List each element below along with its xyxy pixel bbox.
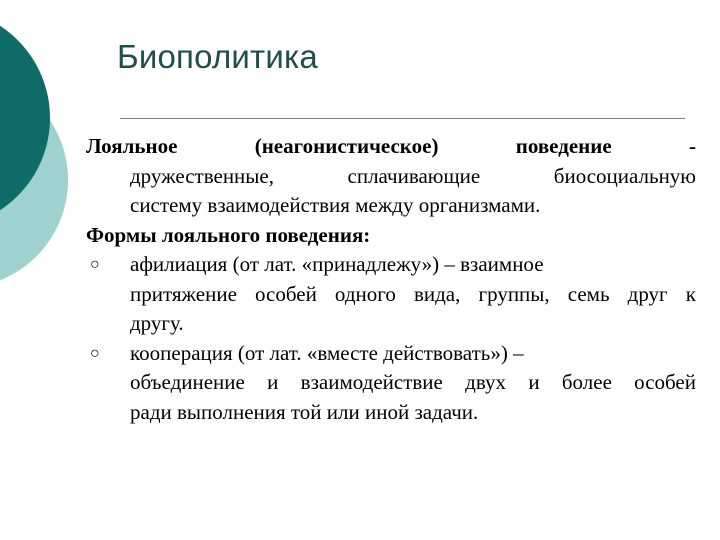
bullet-1-line-1: афилиация (от лат. «принадлежу») – взаимное bbox=[130, 252, 544, 276]
bullet-item-cooperation bbox=[86, 339, 696, 428]
bullet-1-line-3: другу. bbox=[130, 311, 184, 335]
hollow-circle-bullet-icon: ○ bbox=[90, 256, 100, 273]
slide-title: Биополитика bbox=[117, 38, 318, 75]
hollow-circle-bullet-icon: ○ bbox=[90, 344, 100, 362]
title-divider bbox=[120, 118, 685, 119]
forms-heading: Формы лояльного поведения: bbox=[86, 222, 371, 247]
decorative-circles bbox=[0, 0, 80, 300]
definition-word-3: поведение bbox=[515, 134, 612, 158]
bullet-2-line-2: объединение и взаимодействие двух и более особей bbox=[130, 370, 696, 394]
slide-body bbox=[86, 132, 696, 427]
bullet-2-line-3: ради выполнения той или иной задачи. bbox=[130, 399, 479, 424]
definition-line-1 bbox=[86, 132, 696, 162]
definition-line-3: систему взаимодействия между организмами. bbox=[130, 193, 541, 217]
definition-paragraph bbox=[86, 132, 696, 221]
definition-word-1: Лояльное bbox=[86, 134, 178, 158]
bullet-2-line-1: кооперация (от лат. «вместе действовать») – bbox=[130, 340, 524, 365]
definition-dash: - bbox=[688, 134, 696, 158]
bullet-1-line-2: притяжение особей одного вида, группы, семь друг к bbox=[130, 281, 696, 306]
bullet-item-affiliation bbox=[86, 250, 696, 339]
definition-line-2: дружественные, сплачивающие биосоциальную bbox=[130, 163, 696, 188]
definition-word-2: (неагонистическое) bbox=[254, 134, 439, 158]
